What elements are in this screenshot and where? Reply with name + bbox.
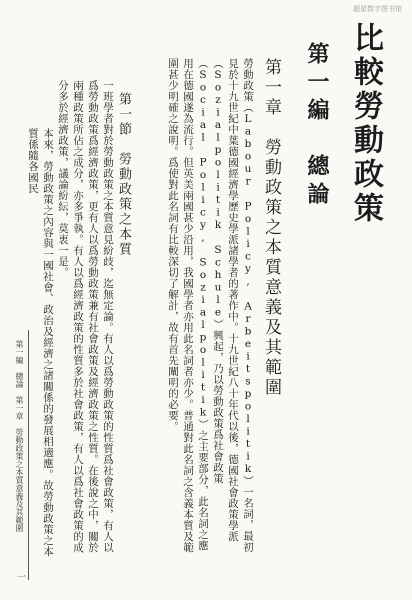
footer-divider [28, 330, 29, 580]
watermark: 超星数字图书馆 [353, 5, 402, 13]
paragraph-continuation: 本來，勞動政策之內容與一國社會、政治及經濟之諸關係的發展相適應。故勞動政策之本質係隨各國民 [27, 128, 54, 557]
book-title: 比較勞動政策 [348, 22, 383, 226]
page-number: 一 [15, 572, 25, 581]
paragraph-essence: 一班學者對於勞動政策之本質意見紛歧，迄無定論。有人以爲勞動政策的性質爲社會政策，有人以爲勞動政策爲經濟政策，更有人以爲勞動政策兼有社會政策及經濟政策之性質。在後說之中，關於兩種政策所佔之成分，亦多爭執。有人以爲經濟政策的性質多於社會政策，有人以爲社會政策的成分多於經濟政策，議論紛紜，莫衷一是。 [57, 80, 114, 553]
chapter-title: 第一章 勞動政策之本質意義及其範圍 [261, 58, 281, 398]
paragraph-intro: 勞動政策（Labour Policy, Arbeitspolitik）一名詞，最初見於十九世紀中葉德國經濟學歷史學派諸學者的著作中。十九世紀八十年代以後，德國社會政策學派（Sozialpolitik Schule）興起，乃以勞動政策爲社會政策（Social Policy, Sozialpolitik）之主要部分，此名詞之應用在德國遂為流行。但英美兩國甚少沿用，我國學者亦用此名詞者亦少。普通對此名詞之含義本質及範圍甚少明確之說明。爲使對此名詞有比較深切了解計，故有首先闡明的必要。 [167, 58, 254, 553]
section-title: 第一節 勞動政策之本質 [116, 92, 131, 257]
running-footer: 第一編 總論 第一章 勞動政策之本質意義及其範圍 [15, 340, 24, 532]
part-title: 第一編 總論 [304, 42, 330, 210]
